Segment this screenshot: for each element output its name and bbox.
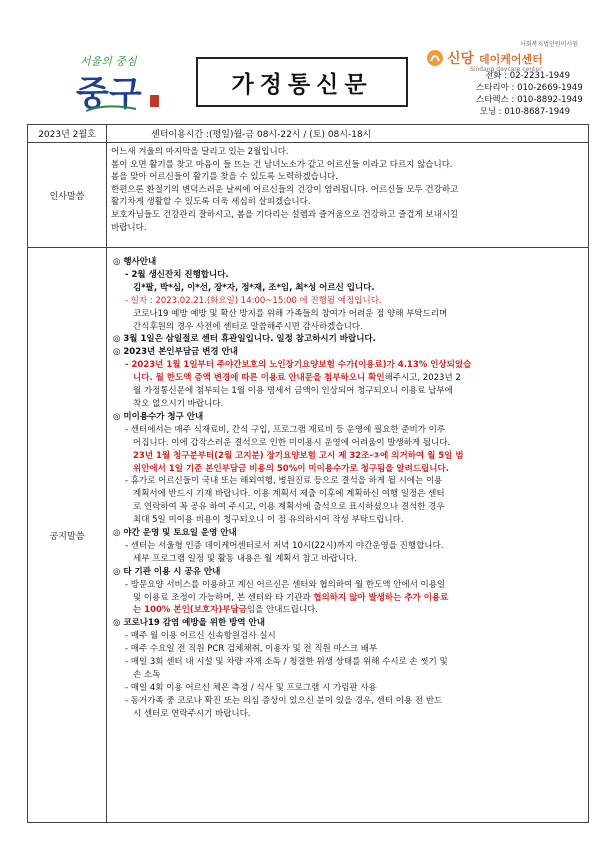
night-line: 세부 프로그램 일정 및 활동 내용은 월 계획서 참고 바랍니다. xyxy=(133,553,358,564)
greeting-line: 봄이 오면 활기를 찾고 마음이 들 뜨는 건 남녀노소가 같고 어르신들 이라고 다르지 않습니다. xyxy=(111,159,453,170)
greeting-line: 한편으론 환절기의 변덕스러운 날씨에 어르신들의 건강이 염려됩니다. 어르신들 모두 건강하고 xyxy=(111,184,459,195)
section-absence-title: ◎ 미이용수가 청구 안내 xyxy=(113,411,204,422)
center-name: 신당 데이케어센터 xyxy=(447,51,543,67)
absence-line: 어집니다. 이에 갑작스러운 결석으로 인한 미이용시 운영에 어려움이 발생하게 됩니다. xyxy=(133,437,451,448)
greeting-line: 바랍니다. xyxy=(111,222,147,233)
section-event-title: ◎ 행사안내 xyxy=(113,257,157,267)
logo-slogan: 서울의 중심 xyxy=(80,55,137,68)
contact-list xyxy=(476,70,583,118)
contact-starex: 스타렉스 : 010-8892-1949 xyxy=(476,95,583,105)
share-line: 및 이용료 조정이 가능하며, 본 센터와 타 기관과 협의하지 않아 발생하는 추가 이용료 xyxy=(133,592,449,603)
section-covid-title: ◎ 코로나19 감염 예방을 위한 방역 안내 xyxy=(113,618,265,629)
covid-line: - 매주 수요일 전 직원 PCR 검체채취, 이용자 및 전 직원 마스크 배부 xyxy=(125,644,378,655)
covid-line: - 매일 4회 이용 어르신 체온 측정 / 식사 및 프로그램 시 가림판 사용 xyxy=(125,682,377,693)
absence-line: 로 연락하여 꼭 공유 하여 주시고, 이용 계획서에 출석으로 표시하셨으나 결석한 경우 xyxy=(133,502,445,513)
night-line: - 센터는 서울형 인증 데이케어센터로서 저녁 10시(22시)까지 야간운영을 진행합니다. xyxy=(125,540,444,551)
event-sub: - 2월 생신잔치 진행합니다. xyxy=(125,269,229,280)
section-night-title: ◎ 야간 운영 및 토요일 운영 안내 xyxy=(113,528,237,539)
org-parent: 사회복지법인원미서원 xyxy=(520,41,578,48)
greeting-content xyxy=(107,143,589,248)
logo-mark: 중구 xyxy=(76,74,142,114)
section-fee-title: ◎ 2023년 본인부담금 변경 안내 xyxy=(113,347,239,358)
fee-line: - 2023년 1월 1일부터 주야간보호의 노인장기요양보험 수가(이용료)가 4.13% 인상되었습 xyxy=(125,360,472,371)
share-line: - 방문요양 서비스를 이용하고 계신 어르신은 센터와 협의하여 월 한도액 안에서 이용일 xyxy=(125,579,446,590)
covid-line: - 매주 월 이용 어르신 신속항원검사 실시 xyxy=(125,631,276,642)
covid-line: - 매일 3회 센터 내 시설 및 차량 자재 소독 / 청결한 위생 상태를 위해 수시로 손 씻기 및 xyxy=(125,657,448,668)
center-logo xyxy=(422,39,588,73)
contact-staria: 스타리아 : 010-2669-1949 xyxy=(476,83,583,93)
event-date: - 일자 : 2023.02.21.(화요일) 14:00~15:00 에 진행될 예정입니다. xyxy=(125,295,382,306)
covid-line: 시 센터로 연락주시기 바랍니다. xyxy=(133,708,251,719)
fee-line: 착오 없으시기 바랍니다. xyxy=(133,398,224,409)
absence-line: 23년 1월 청구분부터(2월 고지분) 장기요양보험 고시 제 32조-③에 의거하여 월 5일 범 xyxy=(133,450,464,461)
absence-line: - 휴가로 어르신들이 국내 또는 해외여행, 병원진료 등으로 결석을 하게 될 시에는 이용 xyxy=(125,476,443,487)
center-logo-icon xyxy=(426,49,444,67)
event-note: 코로나19 예방 예방 및 확산 방지를 위해 가족들의 참여가 어려운 점 양해 부탁드리며 xyxy=(133,308,448,319)
section-share-title: ◎ 타 기관 이용 시 공유 안내 xyxy=(113,566,221,577)
greeting-line: 활기차게 생활할 수 있도록 더욱 세심히 살피겠습니다. xyxy=(111,197,311,208)
newsletter-table xyxy=(27,124,589,823)
greeting-line: 보호자님들도 건강관리 잘하시고, 봄을 기다리는 설렘과 즐거움으로 건강하고 즐겁게 보내시길 xyxy=(111,209,459,220)
issue-number: 2023년 2월호 xyxy=(28,125,107,143)
notice-content xyxy=(107,248,589,823)
covid-line: 손 소독 xyxy=(133,670,161,680)
fee-line: 월 가정통신문에 첨부되는 1월 이용 명세서 금액이 인상되어 청구되오니 이용료 납부에 xyxy=(133,386,453,397)
covid-line: - 동거가족 중 코로나 확진 또는 의심 증상이 있으신 분이 있을 경우, 센터 이용 전 반드 xyxy=(125,695,443,706)
fee-line: 니다. 월 한도액 증액 변경에 따른 이용료 안내문을 첨부하오니 확인해주시고, 2023년 2 xyxy=(133,373,461,384)
greeting-line: 어느새 겨울의 마지막을 달리고 있는 2월입니다. xyxy=(111,147,289,157)
center-hours: 센터이용시간 :(평일)월-금 08시-22시 / (토) 08시-18시 xyxy=(107,125,589,143)
jung-gu-logo xyxy=(66,43,176,123)
greeting-label: 인사말씀 xyxy=(28,143,107,248)
greeting-line: 봄을 맞아 어르신들이 활기를 찾을 수 있도록 노력하겠습니다. xyxy=(111,172,338,183)
absence-line: 위안에서 1일 기준 본인부담금 비용의 50%이 미이용수가로 청구됨을 알려드립니다. xyxy=(133,463,449,474)
contact-phone: 전화 : 02-2231-1949 xyxy=(485,71,570,81)
center-name-en: Sindang daycare center xyxy=(470,66,542,73)
page-title: 가정통신문 xyxy=(196,57,408,107)
absence-line: 계획서에 반드시 기재 바랍니다. 이용 계획서 제출 이후에 계획하신 여행 일정은 센터 xyxy=(133,489,445,500)
absence-line: 최대 5일 미이용 비용이 청구되오니 이 점 유의하시어 작성 부탁드립니다. xyxy=(133,515,404,526)
section-holiday: ◎ 3월 1일은 삼일절로 센터 휴관일입니다. 일정 참고하시기 바랍니다. xyxy=(113,334,376,345)
contact-morning: 모닝 : 010-8687-1949 xyxy=(479,107,570,117)
notice-label: 공지말씀 xyxy=(28,248,107,823)
event-note: 간식후원의 경우 사전에 센터로 말씀해주시면 감사하겠습니다. xyxy=(133,321,363,332)
share-line: 는 100% 본인(보호자)부담금임을 안내드립니다. xyxy=(133,605,318,616)
event-names: 김*팔, 박*심, 이*선, 장*자, 정*재, 조*임, 최*성 어르신 입니다. xyxy=(133,282,375,293)
absence-line: - 센터에서는 매주 식재료비, 간식 구입, 프로그램 재료비 등 운영에 필요한 준비가 이루 xyxy=(125,424,446,435)
